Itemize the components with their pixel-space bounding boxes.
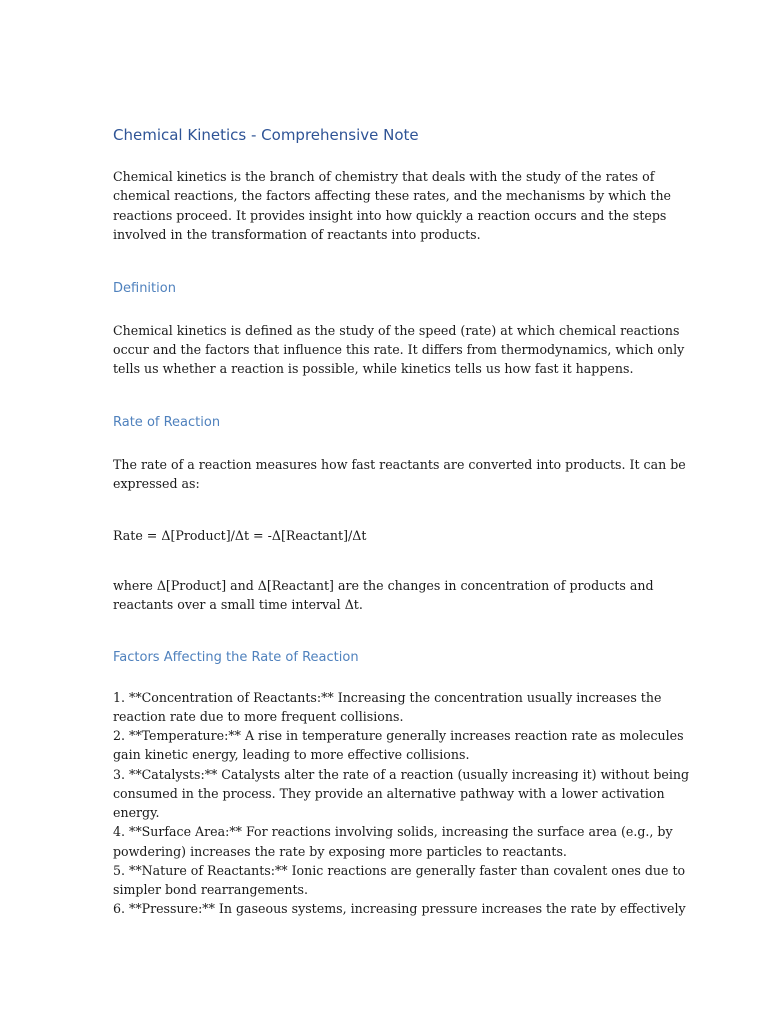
rate-line: The rate of a reaction measures how fast reactants are converted into products. It can be — [113, 456, 686, 472]
list-item — [113, 688, 662, 726]
list-item-line: simpler bond rearrangements. — [113, 881, 309, 897]
list-item-line: 5. **Nature of Reactants:** Ionic reactions are generally faster than covalent ones due to — [113, 862, 686, 878]
intro-line: involved in the transformation of reactants into products. — [113, 227, 481, 243]
formula-line: Rate = Δ[Product]/Δt = -Δ[Reactant]/Δt — [113, 527, 367, 543]
definition-line: occur and the factors that influence this rate. It differs from thermodynamics, which only — [113, 342, 685, 358]
document-body — [113, 125, 690, 918]
list-item — [113, 765, 690, 823]
definition-heading: Definition — [113, 280, 176, 296]
document-title: Chemical Kinetics - Comprehensive Note — [113, 126, 419, 144]
list-item-line: 2. **Temperature:** A rise in temperature generally increases reaction rate as molecules — [113, 728, 684, 744]
list-item-line: 6. **Pressure:** In gaseous systems, increasing pressure increases the rate by effectively — [113, 901, 686, 917]
list-item-line: consumed in the process. They provide an alternative pathway with a lower activation — [113, 785, 665, 801]
list-item-line: powdering) increases the rate by exposing more particles to reactants. — [113, 843, 567, 859]
list-item — [113, 899, 686, 918]
rate-formula — [113, 526, 648, 545]
rate-line: expressed as: — [113, 476, 200, 492]
list-item-line: energy. — [113, 805, 160, 821]
list-item — [113, 726, 684, 764]
rate-heading: Rate of Reaction — [113, 414, 221, 430]
intro-paragraph — [113, 167, 672, 245]
definition-paragraph — [113, 321, 685, 379]
factors-heading: Factors Affecting the Rate of Reaction — [113, 649, 359, 665]
rate-paragraph — [113, 455, 686, 494]
list-item-line: 3. **Catalysts:** Catalysts alter the rate of a reaction (usually increasing it) without being — [113, 766, 690, 782]
list-item-line: 4. **Surface Area:** For reactions involving solids, increasing the surface area (e.g., by — [113, 824, 673, 840]
explanation-line: where Δ[Product] and Δ[Reactant] are the changes in concentration of products and — [113, 578, 654, 594]
definition-line: tells us whether a reaction is possible, while kinetics tells us how fast it happens. — [113, 361, 634, 377]
intro-line: chemical reactions, the factors affecting these rates, and the mechanisms by which the — [113, 188, 672, 204]
list-item-line: 1. **Concentration of Reactants:** Increasing the concentration usually increases the — [113, 689, 662, 705]
list-item-line: gain kinetic energy, leading to more effective collisions. — [113, 747, 470, 763]
rate-explanation — [113, 576, 654, 615]
list-item — [113, 822, 673, 860]
definition-line: Chemical kinetics is defined as the study of the speed (rate) at which chemical reactions — [113, 322, 680, 338]
list-item-line: reaction rate due to more frequent collisions. — [113, 709, 404, 725]
factors-list — [113, 688, 690, 918]
explanation-line: reactants over a small time interval Δt. — [113, 597, 363, 613]
intro-line: reactions proceed. It provides insight into how quickly a reaction occurs and the steps — [113, 207, 667, 223]
intro-line: Chemical kinetics is the branch of chemistry that deals with the study of the rates of — [113, 169, 655, 184]
list-item — [113, 861, 686, 899]
